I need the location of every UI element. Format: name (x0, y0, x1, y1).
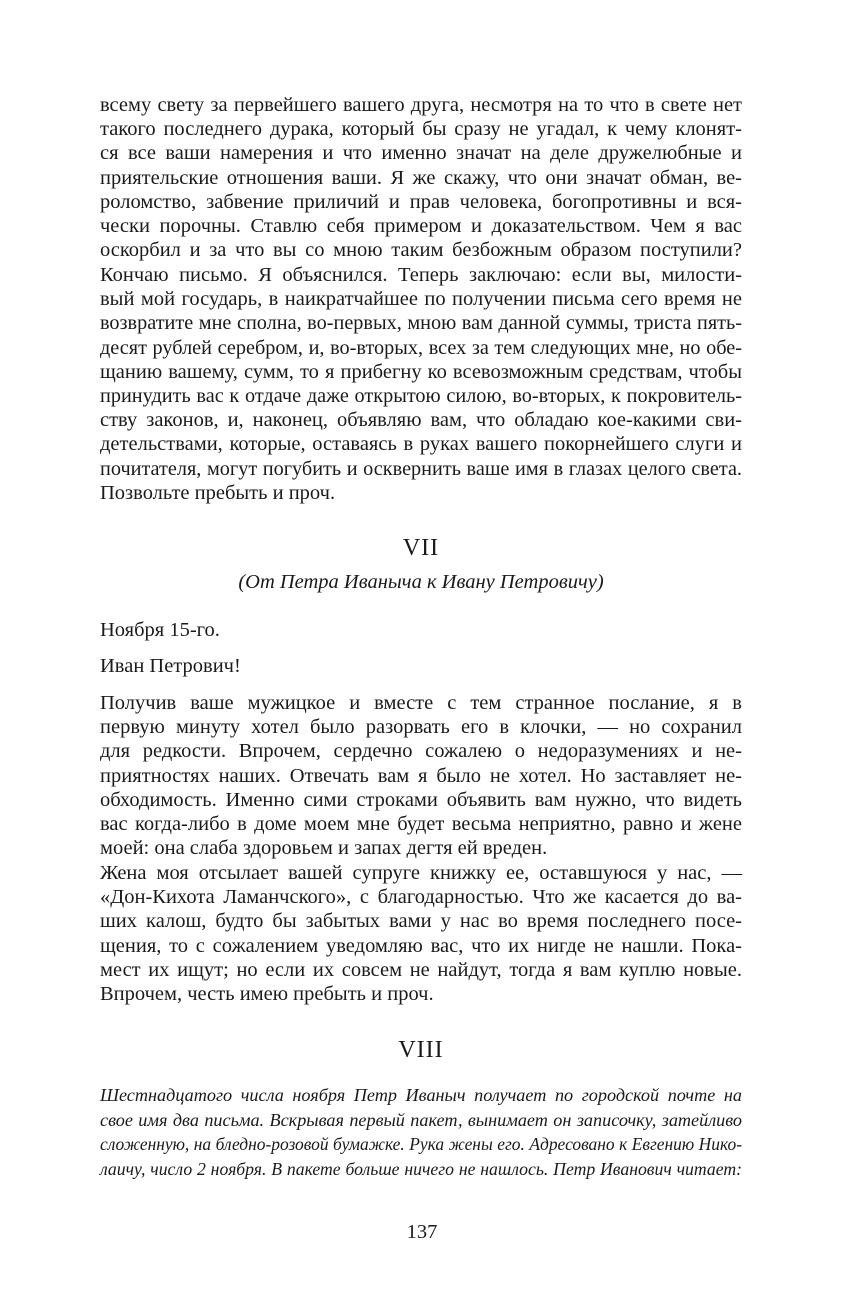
paragraph-2-body (100, 263, 742, 481)
text-line: детельствами, которые, оставаясь в руках вашего покорнейшего слуги и (100, 433, 742, 456)
text-line: мест их ищут; но если их совсем не найдут, тогда я вам куплю новые. (100, 958, 742, 981)
text-line: щения, то с сожалением уведомляю вас, что их нигде не нашли. Пока- (100, 934, 742, 957)
text-line: десят рублей серебром, и, во-вторых, всех за тем следующих мне, но обе- (100, 336, 742, 359)
section-viii-heading: VIII (398, 1037, 444, 1063)
text-line: ших калош, будто бы забытых вами у нас во время последнего посе- (100, 910, 742, 933)
text-line: почитателя, могут погубить и осквернить ваше имя в глазах целого света. (100, 457, 742, 480)
text-line: оскорбил и за что вы со мною таким безбожным образом поступили? (100, 239, 742, 262)
text-line: роломство, забвение приличий и прав человека, богопротивны и вся- (100, 190, 742, 213)
text-line: для редкости. Впрочем, сердечно сожалею о недоразумениях и не- (100, 740, 742, 763)
text-line: свое имя два письма. Вскрывая первый пакет, вынимает он записочку, затейливо (100, 1109, 742, 1130)
text-line: Впрочем, честь имею пребыть и проч. (100, 983, 434, 1005)
text-line: Жена моя отсылает вашей супруге книжку ее, оставшуюся у нас, — (100, 862, 742, 884)
text-line: сложенную, на бледно-розовой бумажке. Рука жены его. Адресовано к Евгению Нико- (100, 1134, 742, 1155)
text-line: ству законов, и, наконец, объявляю вам, что обладаю кое-какими сви- (100, 409, 742, 432)
text-line: «Дон-Кихота Ламанчского», с благодарностью. Что же касается до ва- (100, 886, 742, 909)
text-line: лаичу, число 2 ноября. В пакете больше ничего не нашлось. Петр Иванович читает: (100, 1158, 742, 1179)
paragraph-3 (100, 481, 742, 505)
text-line: всему свету за первейшего вашего друга, несмотря на то что в свете нет (100, 94, 742, 116)
page-number: 137 (406, 1221, 438, 1243)
letter-date: Ноября 15-го. (100, 619, 220, 641)
text-line: возвратите мне сполна, во-первых, мною вам данной суммы, триста пять- (100, 312, 742, 335)
text-line: чески порочны. Ставлю себя примером и доказательством. Чем я вас (100, 214, 742, 237)
paragraph-vii-1 (100, 691, 742, 860)
paragraph-1 (100, 93, 742, 262)
text-line: моей: она слаба здоровьем и запах дегтя ей вреден. (100, 837, 548, 860)
letter-salutation: Иван Петрович! (100, 655, 241, 677)
text-line: обходимость. Именно сими строками объявить вам нужно, что видеть (100, 788, 742, 811)
text-line: такого последнего дурака, который бы сразу не угадал, к чему клонят- (100, 118, 742, 141)
section-vii-subheading: (От Петра Иваныча к Ивану Петровичу) (238, 571, 604, 593)
text-line: первую минуту хотел было разорвать его в клочки, — но сохранил (100, 716, 742, 739)
text-line: принудить вас к отдаче даже открытою силою, во-вторых, к покровитель- (100, 384, 742, 407)
text-line: ся все ваши намерения и что именно значат на деле дружелюбные и (100, 142, 742, 165)
text-line: Получив ваше мужицкое и вместе с тем странное послание, я в (100, 692, 742, 714)
text-line: Позвольте пребыть и проч. (100, 482, 336, 504)
text-line: вас когда-либо в доме моем мне будет весьма неприятно, равно и жене (100, 812, 742, 835)
text-line: Кончаю письмо. Я объяснился. Теперь заключаю: если вы, милости- (100, 264, 742, 286)
section-vii-heading: VII (402, 535, 440, 561)
section-viii-intro (100, 1083, 742, 1181)
paragraph-vii-2 (100, 861, 742, 982)
text-line: приятельские отношения ваши. Я же скажу, что они значат обман, ве- (100, 166, 742, 189)
text-line: вый мой государь, в наикратчайшее по получении письма сего время не (100, 288, 742, 311)
text-line: щанию вашему, сумм, то я прибегну ко всевозможным средствам, чтобы (100, 360, 742, 383)
paragraph-vii-3 (100, 982, 742, 1006)
text-line: приятностях наших. Отвечать вам я было не хотел. Но заставляет не- (100, 764, 742, 787)
text-line: Шестнадцатого числа ноября Петр Иваныч получает по городской почте на (100, 1085, 742, 1105)
